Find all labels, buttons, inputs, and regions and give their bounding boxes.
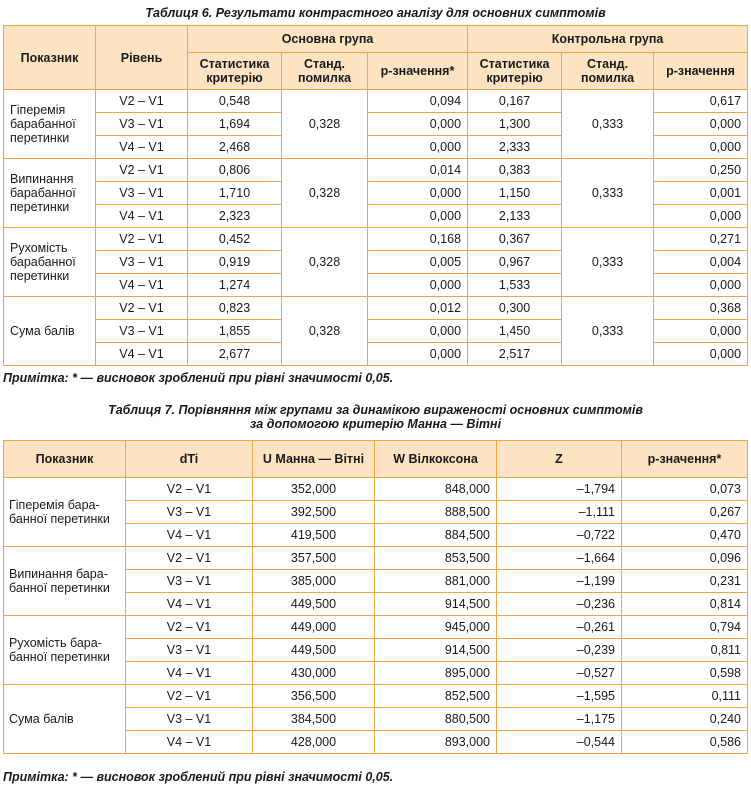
u-cell: 384,500 xyxy=(253,708,375,731)
row-label: Гіперемія бара-банної перетинки xyxy=(4,478,126,547)
p-cell: 0,096 xyxy=(622,547,748,570)
ctrl-stat-cell: 1,450 xyxy=(468,320,562,343)
dti-cell: V3 – V1 xyxy=(126,570,253,593)
level-cell: V2 – V1 xyxy=(96,159,188,182)
level-cell: V2 – V1 xyxy=(96,228,188,251)
main-stat-cell: 0,548 xyxy=(188,90,282,113)
table-row xyxy=(4,547,748,570)
main-p-cell: 0,000 xyxy=(368,113,468,136)
ctrl-p-cell: 0,001 xyxy=(654,182,748,205)
col-header-w: W Вілкоксона xyxy=(375,441,497,478)
ctrl-p-cell: 0,000 xyxy=(654,274,748,297)
z-cell: –0,527 xyxy=(497,662,622,685)
dti-cell: V2 – V1 xyxy=(126,616,253,639)
ctrl-stat-cell: 2,133 xyxy=(468,205,562,228)
col-header-u: U Манна — Вітні xyxy=(253,441,375,478)
ctrl-p-cell: 0,000 xyxy=(654,343,748,366)
ctrl-stat-cell: 1,533 xyxy=(468,274,562,297)
p-cell: 0,267 xyxy=(622,501,748,524)
col-header-main-se: Станд. помилка xyxy=(282,53,368,90)
level-cell: V3 – V1 xyxy=(96,320,188,343)
w-cell: 914,500 xyxy=(375,639,497,662)
ctrl-se-cell: 0,333 xyxy=(562,228,654,297)
row-label: Гіперемія барабанної перетинки xyxy=(4,90,96,159)
p-cell: 0,470 xyxy=(622,524,748,547)
level-cell: V4 – V1 xyxy=(96,274,188,297)
col-header-main-group: Основна група xyxy=(188,26,468,53)
ctrl-p-cell: 0,000 xyxy=(654,113,748,136)
u-cell: 428,000 xyxy=(253,731,375,754)
ctrl-stat-cell: 0,367 xyxy=(468,228,562,251)
table6-body xyxy=(4,90,748,366)
main-p-cell: 0,000 xyxy=(368,182,468,205)
table-row xyxy=(4,90,748,113)
p-cell: 0,794 xyxy=(622,616,748,639)
table7-caption xyxy=(0,403,751,431)
table-row xyxy=(4,616,748,639)
main-p-cell: 0,005 xyxy=(368,251,468,274)
ctrl-stat-cell: 0,167 xyxy=(468,90,562,113)
u-cell: 449,000 xyxy=(253,616,375,639)
level-cell: V4 – V1 xyxy=(96,136,188,159)
u-cell: 392,500 xyxy=(253,501,375,524)
ctrl-p-cell: 0,617 xyxy=(654,90,748,113)
z-cell: –1,664 xyxy=(497,547,622,570)
level-cell: V2 – V1 xyxy=(96,297,188,320)
main-p-cell: 0,000 xyxy=(368,343,468,366)
u-cell: 357,500 xyxy=(253,547,375,570)
table6 xyxy=(3,25,748,366)
dti-cell: V4 – V1 xyxy=(126,524,253,547)
dti-cell: V2 – V1 xyxy=(126,478,253,501)
main-stat-cell: 2,323 xyxy=(188,205,282,228)
ctrl-stat-cell: 0,300 xyxy=(468,297,562,320)
col-header-p: p-значення* xyxy=(622,441,748,478)
ctrl-stat-cell: 1,300 xyxy=(468,113,562,136)
p-cell: 0,111 xyxy=(622,685,748,708)
level-cell: V3 – V1 xyxy=(96,182,188,205)
u-cell: 449,500 xyxy=(253,639,375,662)
u-cell: 449,500 xyxy=(253,593,375,616)
main-stat-cell: 0,823 xyxy=(188,297,282,320)
table7-note: Примітка: * — висновок зроблений при рівні значимості 0,05. xyxy=(3,770,394,784)
main-stat-cell: 0,919 xyxy=(188,251,282,274)
col-header-ctrl-p: p-значення xyxy=(654,53,748,90)
z-cell: –1,595 xyxy=(497,685,622,708)
ctrl-se-cell: 0,333 xyxy=(562,159,654,228)
ctrl-p-cell: 0,000 xyxy=(654,320,748,343)
z-cell: –0,544 xyxy=(497,731,622,754)
col-header-level: Рівень xyxy=(96,26,188,90)
main-p-cell: 0,094 xyxy=(368,90,468,113)
main-p-cell: 0,012 xyxy=(368,297,468,320)
row-label: Випинання барабанної перетинки xyxy=(4,159,96,228)
table7-caption-line2: за допомогою критерію Манна — Вітні xyxy=(249,417,502,431)
row-label: Випинання бара-банної перетинки xyxy=(4,547,126,616)
dti-cell: V4 – V1 xyxy=(126,662,253,685)
ctrl-p-cell: 0,000 xyxy=(654,136,748,159)
col-header-ctrl-stat: Статистика критерію xyxy=(468,53,562,90)
row-label: Сума балів xyxy=(4,685,126,754)
dti-cell: V3 – V1 xyxy=(126,708,253,731)
main-p-cell: 0,000 xyxy=(368,205,468,228)
col-header-main-stat: Статистика критерію xyxy=(188,53,282,90)
dti-cell: V4 – V1 xyxy=(126,593,253,616)
table7 xyxy=(3,440,748,754)
col-header-ctrl-se: Станд. помилка xyxy=(562,53,654,90)
u-cell: 430,000 xyxy=(253,662,375,685)
col-header-dti: dTi xyxy=(126,441,253,478)
main-p-cell: 0,000 xyxy=(368,274,468,297)
table6-caption: Таблиця 6. Результати контрастного аналізу для основних симптомів xyxy=(145,6,606,20)
col-header-main-p: p-значення* xyxy=(368,53,468,90)
table-row xyxy=(4,478,748,501)
w-cell: 848,000 xyxy=(375,478,497,501)
table-row xyxy=(4,685,748,708)
level-cell: V2 – V1 xyxy=(96,90,188,113)
dti-cell: V4 – V1 xyxy=(126,731,253,754)
ctrl-stat-cell: 1,150 xyxy=(468,182,562,205)
z-cell: –0,261 xyxy=(497,616,622,639)
ctrl-se-cell: 0,333 xyxy=(562,297,654,366)
ctrl-stat-cell: 2,517 xyxy=(468,343,562,366)
main-stat-cell: 0,806 xyxy=(188,159,282,182)
p-cell: 0,073 xyxy=(622,478,748,501)
ctrl-p-cell: 0,004 xyxy=(654,251,748,274)
level-cell: V4 – V1 xyxy=(96,205,188,228)
w-cell: 893,000 xyxy=(375,731,497,754)
p-cell: 0,231 xyxy=(622,570,748,593)
col-header-control-group: Контрольна група xyxy=(468,26,748,53)
main-stat-cell: 2,468 xyxy=(188,136,282,159)
dti-cell: V3 – V1 xyxy=(126,501,253,524)
p-cell: 0,598 xyxy=(622,662,748,685)
z-cell: –0,236 xyxy=(497,593,622,616)
main-se-cell: 0,328 xyxy=(282,228,368,297)
u-cell: 419,500 xyxy=(253,524,375,547)
level-cell: V4 – V1 xyxy=(96,343,188,366)
w-cell: 895,000 xyxy=(375,662,497,685)
dti-cell: V2 – V1 xyxy=(126,547,253,570)
col-header-indicator: Показник xyxy=(4,441,126,478)
u-cell: 385,000 xyxy=(253,570,375,593)
table-row xyxy=(4,159,748,182)
table-row xyxy=(4,228,748,251)
ctrl-stat-cell: 0,383 xyxy=(468,159,562,182)
p-cell: 0,814 xyxy=(622,593,748,616)
ctrl-p-cell: 0,250 xyxy=(654,159,748,182)
table6-note: Примітка: * — висновок зроблений при рівні значимості 0,05. xyxy=(3,371,394,385)
ctrl-se-cell: 0,333 xyxy=(562,90,654,159)
row-label: Сума балів xyxy=(4,297,96,366)
col-header-z: Z xyxy=(497,441,622,478)
main-p-cell: 0,014 xyxy=(368,159,468,182)
level-cell: V3 – V1 xyxy=(96,251,188,274)
w-cell: 852,500 xyxy=(375,685,497,708)
main-stat-cell: 2,677 xyxy=(188,343,282,366)
z-cell: –0,722 xyxy=(497,524,622,547)
col-header-indicator: Показник xyxy=(4,26,96,90)
level-cell: V3 – V1 xyxy=(96,113,188,136)
p-cell: 0,811 xyxy=(622,639,748,662)
main-se-cell: 0,328 xyxy=(282,90,368,159)
ctrl-stat-cell: 2,333 xyxy=(468,136,562,159)
ctrl-p-cell: 0,271 xyxy=(654,228,748,251)
z-cell: –1,794 xyxy=(497,478,622,501)
main-stat-cell: 1,694 xyxy=(188,113,282,136)
ctrl-p-cell: 0,368 xyxy=(654,297,748,320)
z-cell: –1,199 xyxy=(497,570,622,593)
main-p-cell: 0,000 xyxy=(368,320,468,343)
main-stat-cell: 0,452 xyxy=(188,228,282,251)
main-stat-cell: 1,274 xyxy=(188,274,282,297)
p-cell: 0,240 xyxy=(622,708,748,731)
ctrl-stat-cell: 0,967 xyxy=(468,251,562,274)
u-cell: 356,500 xyxy=(253,685,375,708)
w-cell: 945,000 xyxy=(375,616,497,639)
z-cell: –1,111 xyxy=(497,501,622,524)
w-cell: 888,500 xyxy=(375,501,497,524)
w-cell: 881,000 xyxy=(375,570,497,593)
z-cell: –0,239 xyxy=(497,639,622,662)
w-cell: 853,500 xyxy=(375,547,497,570)
main-se-cell: 0,328 xyxy=(282,159,368,228)
main-p-cell: 0,168 xyxy=(368,228,468,251)
table-row xyxy=(4,297,748,320)
row-label: Рухомість бара-банної перетинки xyxy=(4,616,126,685)
p-cell: 0,586 xyxy=(622,731,748,754)
w-cell: 880,500 xyxy=(375,708,497,731)
dti-cell: V3 – V1 xyxy=(126,639,253,662)
main-p-cell: 0,000 xyxy=(368,136,468,159)
main-se-cell: 0,328 xyxy=(282,297,368,366)
main-stat-cell: 1,855 xyxy=(188,320,282,343)
z-cell: –1,175 xyxy=(497,708,622,731)
dti-cell: V2 – V1 xyxy=(126,685,253,708)
u-cell: 352,000 xyxy=(253,478,375,501)
main-stat-cell: 1,710 xyxy=(188,182,282,205)
table7-caption-line1: Таблиця 7. Порівняння між групами за динамікою вираженості основних симптомів xyxy=(108,403,643,417)
w-cell: 884,500 xyxy=(375,524,497,547)
ctrl-p-cell: 0,000 xyxy=(654,205,748,228)
table7-body xyxy=(4,478,748,754)
w-cell: 914,500 xyxy=(375,593,497,616)
row-label: Рухомість барабанної перетинки xyxy=(4,228,96,297)
